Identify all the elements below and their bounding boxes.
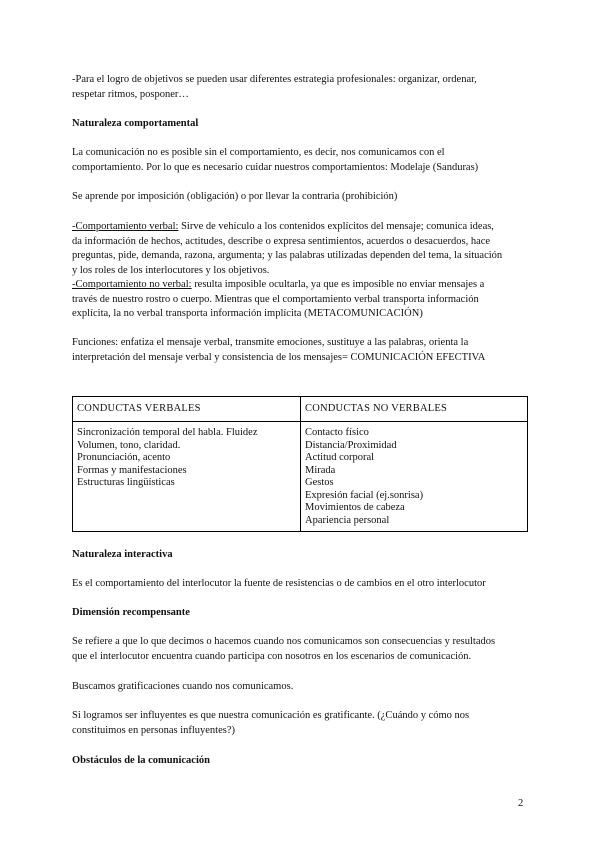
list-item: Movimientos de cabeza [305,502,405,513]
heading-naturaleza-comportamental: Naturaleza comportamental [72,118,199,129]
list-item: Mirada [305,464,336,476]
paragraph-line: Se refiere a que lo que decimos o hacemos cuando nos comunicamos son consecuencias y resultados [72,636,496,647]
paragraph-recompensante [72,635,528,664]
list-item: Sincronización temporal del habla. Fluidez [77,427,258,438]
paragraph-line: constituimos en personas influyentes?) [72,724,236,736]
paragraph-aprende: Se aprende por imposición (obligación) o por llevar la contraria (prohibición) [72,191,398,202]
table-row [73,422,528,532]
paragraph-line: respetar ritmos, posponer… [72,88,189,100]
paragraph-line: interpretación del mensaje verbal y consistencia de los mensajes= COMUNICACIÓN EFECTIVA [72,351,486,363]
paragraph-line: La comunicación no es posible sin el comportamiento, es decir, nos comunicamos con el [72,147,445,158]
paragraph-line: -Para el logro de objetivos se pueden usar diferentes estrategia profesionales: organizar, ordenar, [72,74,477,85]
paragraph-line [72,220,528,235]
paragraph-interactiva: Es el comportamiento del interlocutor la fuente de resistencias o de cambios en el otro interlocutor [72,578,486,589]
paragraph-comportamiento-verbal [72,220,528,322]
paragraph-influyentes [72,709,528,738]
list-item: Actitud corporal [305,452,375,463]
list-item: Formas y manifestaciones [77,464,187,476]
heading-naturaleza-interactiva: Naturaleza interactiva [72,549,173,560]
paragraph-line: da información de hechos, actitudes, describe o expresa sentimientos, acuerdos o desacuerdos, hace [72,235,491,247]
page-number: 2 [518,798,524,809]
paragraph-line: preguntas, pide, demanda, razona, argumenta; y las palabras utilizadas dependen del tema, la situación [72,250,503,261]
paragraph-line: explícita, la no verbal transporta información implícita (METACOMUNICACIÓN) [72,308,423,319]
list-item: Apariencia personal [305,514,390,526]
list-item: Pronunciación, acento [77,452,171,463]
paragraph-estrategias [72,73,528,102]
text-span: Sirve de vehículo a los contenidos explícitos del mensaje; comunica ideas, [178,221,494,232]
paragraph-line: que el interlocutor encuentra cuando participa con nosotros en los escenarios de comunicación. [72,650,472,662]
cell-no-verbales [301,422,528,532]
conductas-table [72,396,528,532]
list-item: Contacto físico [305,427,369,438]
paragraph-line: través de nuestro rostro o cuerpo. Mientras que el comportamiento verbal transporta información [72,293,479,305]
list-item: Distancia/Proximidad [305,439,397,451]
header-conductas-verbales: CONDUCTAS VERBALES [73,397,301,422]
list-item: Expresión facial (ej.sonrisa) [305,489,424,501]
paragraph-line: comportamiento. Por lo que es necesario cuidar nuestros comportamientos: Modelaje (Sanduras) [72,161,479,173]
paragraph-gratificaciones: Buscamos gratificaciones cuando nos comunicamos. [72,681,294,692]
table-header-row [73,397,528,422]
paragraph-line: Funciones: enfatiza el mensaje verbal, transmite emociones, sustituye a las palabras, orienta la [72,337,469,348]
paragraph-comunicacion-comportamiento [72,146,528,175]
cell-verbales [73,422,301,532]
list-item: Estructuras lingüísticas [77,477,175,488]
term-comportamiento-verbal: -Comportamiento verbal: [72,221,179,232]
heading-obstaculos: Obstáculos de la comunicación [72,755,210,766]
heading-dimension-recompensante: Dimensión recompensante [72,607,190,618]
list-item: Gestos [305,477,334,488]
term-comportamiento-no-verbal: -Comportamiento no verbal: [72,279,192,290]
paragraph-line [72,278,528,293]
list-item: Volumen, tono, claridad. [77,439,181,451]
paragraph-line: Si logramos ser influyentes es que nuestra comunicación es gratificante. (¿Cuándo y cómo nos [72,710,470,721]
paragraph-line: y los roles de los interlocutores y los objetivos. [72,264,270,276]
text-span: resulta imposible ocultarla, ya que es imposible no enviar mensajes a [191,279,485,290]
paragraph-funciones [72,336,528,365]
header-conductas-no-verbales: CONDUCTAS NO VERBALES [301,397,528,422]
